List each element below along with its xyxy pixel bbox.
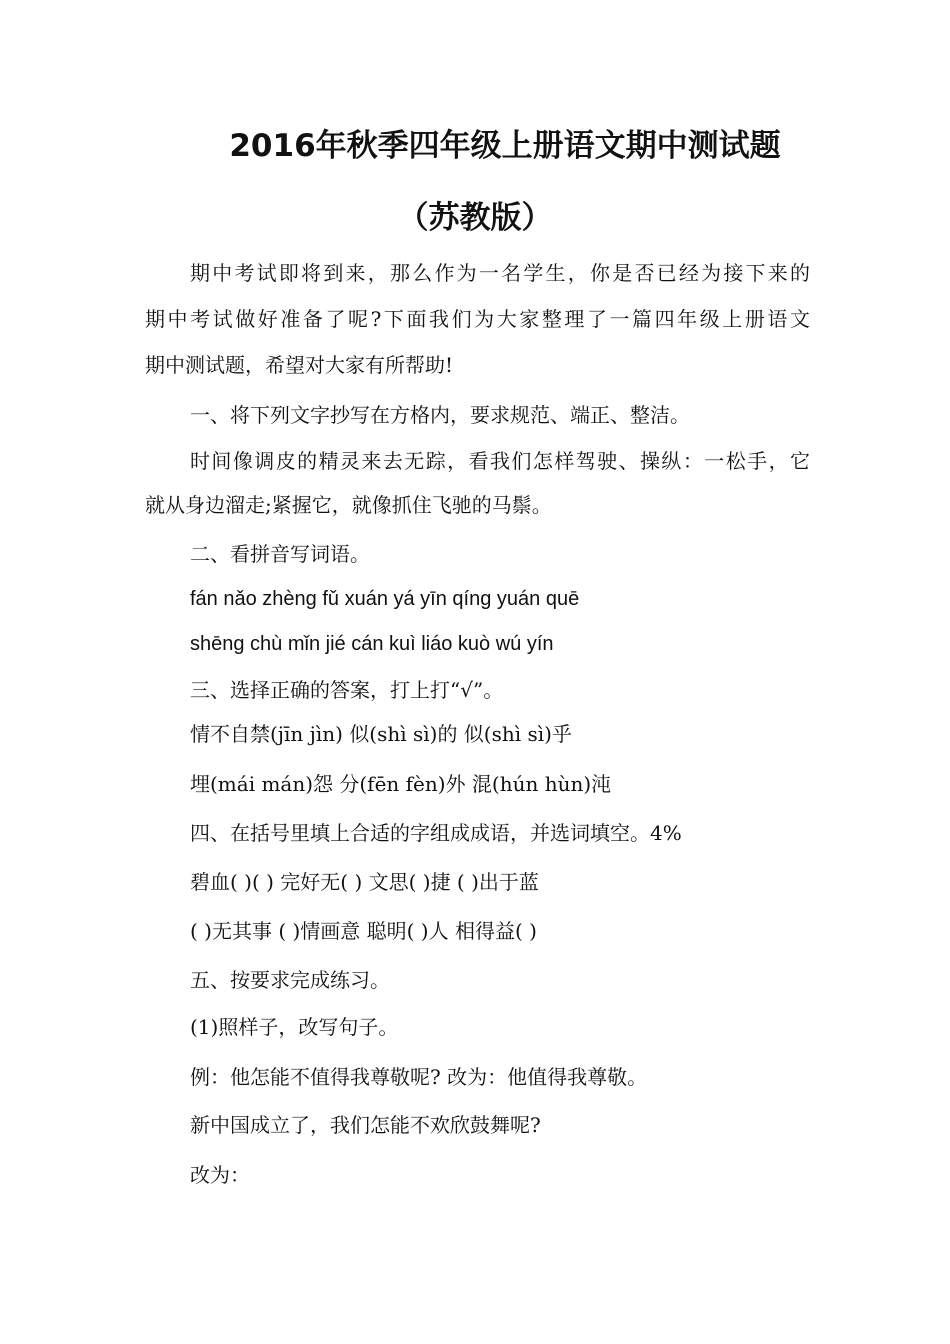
question-4-heading: 四、在括号里填上合适的字组成成语，并选词填空。4% [190,821,682,845]
question-1-text-line-1: 时间像调皮的精灵来去无踪，看我们怎样驾驶、操纵：一松手，它 [190,449,810,473]
question-3-line-2: 埋(mái mán)怨 分(fēn fèn)外 混(hún hùn)沌 [190,772,612,796]
question-5-answer-label: 改为： [190,1163,250,1187]
intro-line-2: 期中考试做好准备了呢?下面我们为大家整理了一篇四年级上册语文 [145,307,810,331]
document-subtitle: （苏教版） [397,200,553,236]
question-4-line-1: 碧血( )( ) 完好无( ) 文思( )捷 ( )出于蓝 [190,870,539,894]
intro-line-3: 期中测试题，希望对大家有所帮助! [145,353,454,377]
question-5-example: 例：他怎能不值得我尊敬呢? 改为：他值得我尊敬。 [190,1065,648,1089]
question-1-text-line-2: 就从身边溜走;紧握它，就像抓住飞驰的马鬃。 [145,493,552,517]
question-5-sentence: 新中国成立了，我们怎能不欢欣鼓舞呢? [190,1113,541,1137]
question-4-line-2: ( )无其事 ( )情画意 聪明( )人 相得益( ) [190,919,537,943]
question-2-pinyin-line-2: shēng chù mǐn jié cán kuì liáo kuò wú yín [190,633,554,655]
document-title: 2016年秋季四年级上册语文期中测试题 [229,128,781,164]
question-2-pinyin-line-1: fán nǎo zhèng fǔ xuán yá yīn qíng yuán quē [190,588,580,610]
question-5-heading: 五、按要求完成练习。 [190,968,390,992]
question-3-heading: 三、选择正确的答案，打上打“√”。 [190,678,504,702]
question-3-line-1: 情不自禁(jīn jìn) 似(shì sì)的 似(shì sì)乎 [190,722,572,746]
question-1-heading: 一、将下列文字抄写在方格内，要求规范、端正、整洁。 [190,403,690,427]
intro-line-1: 期中考试即将到来，那么作为一名学生，你是否已经为接下来的 [190,261,810,285]
question-2-heading: 二、看拼音写词语。 [190,542,370,566]
question-5-subheading: (1)照样子，改写句子。 [190,1015,399,1039]
